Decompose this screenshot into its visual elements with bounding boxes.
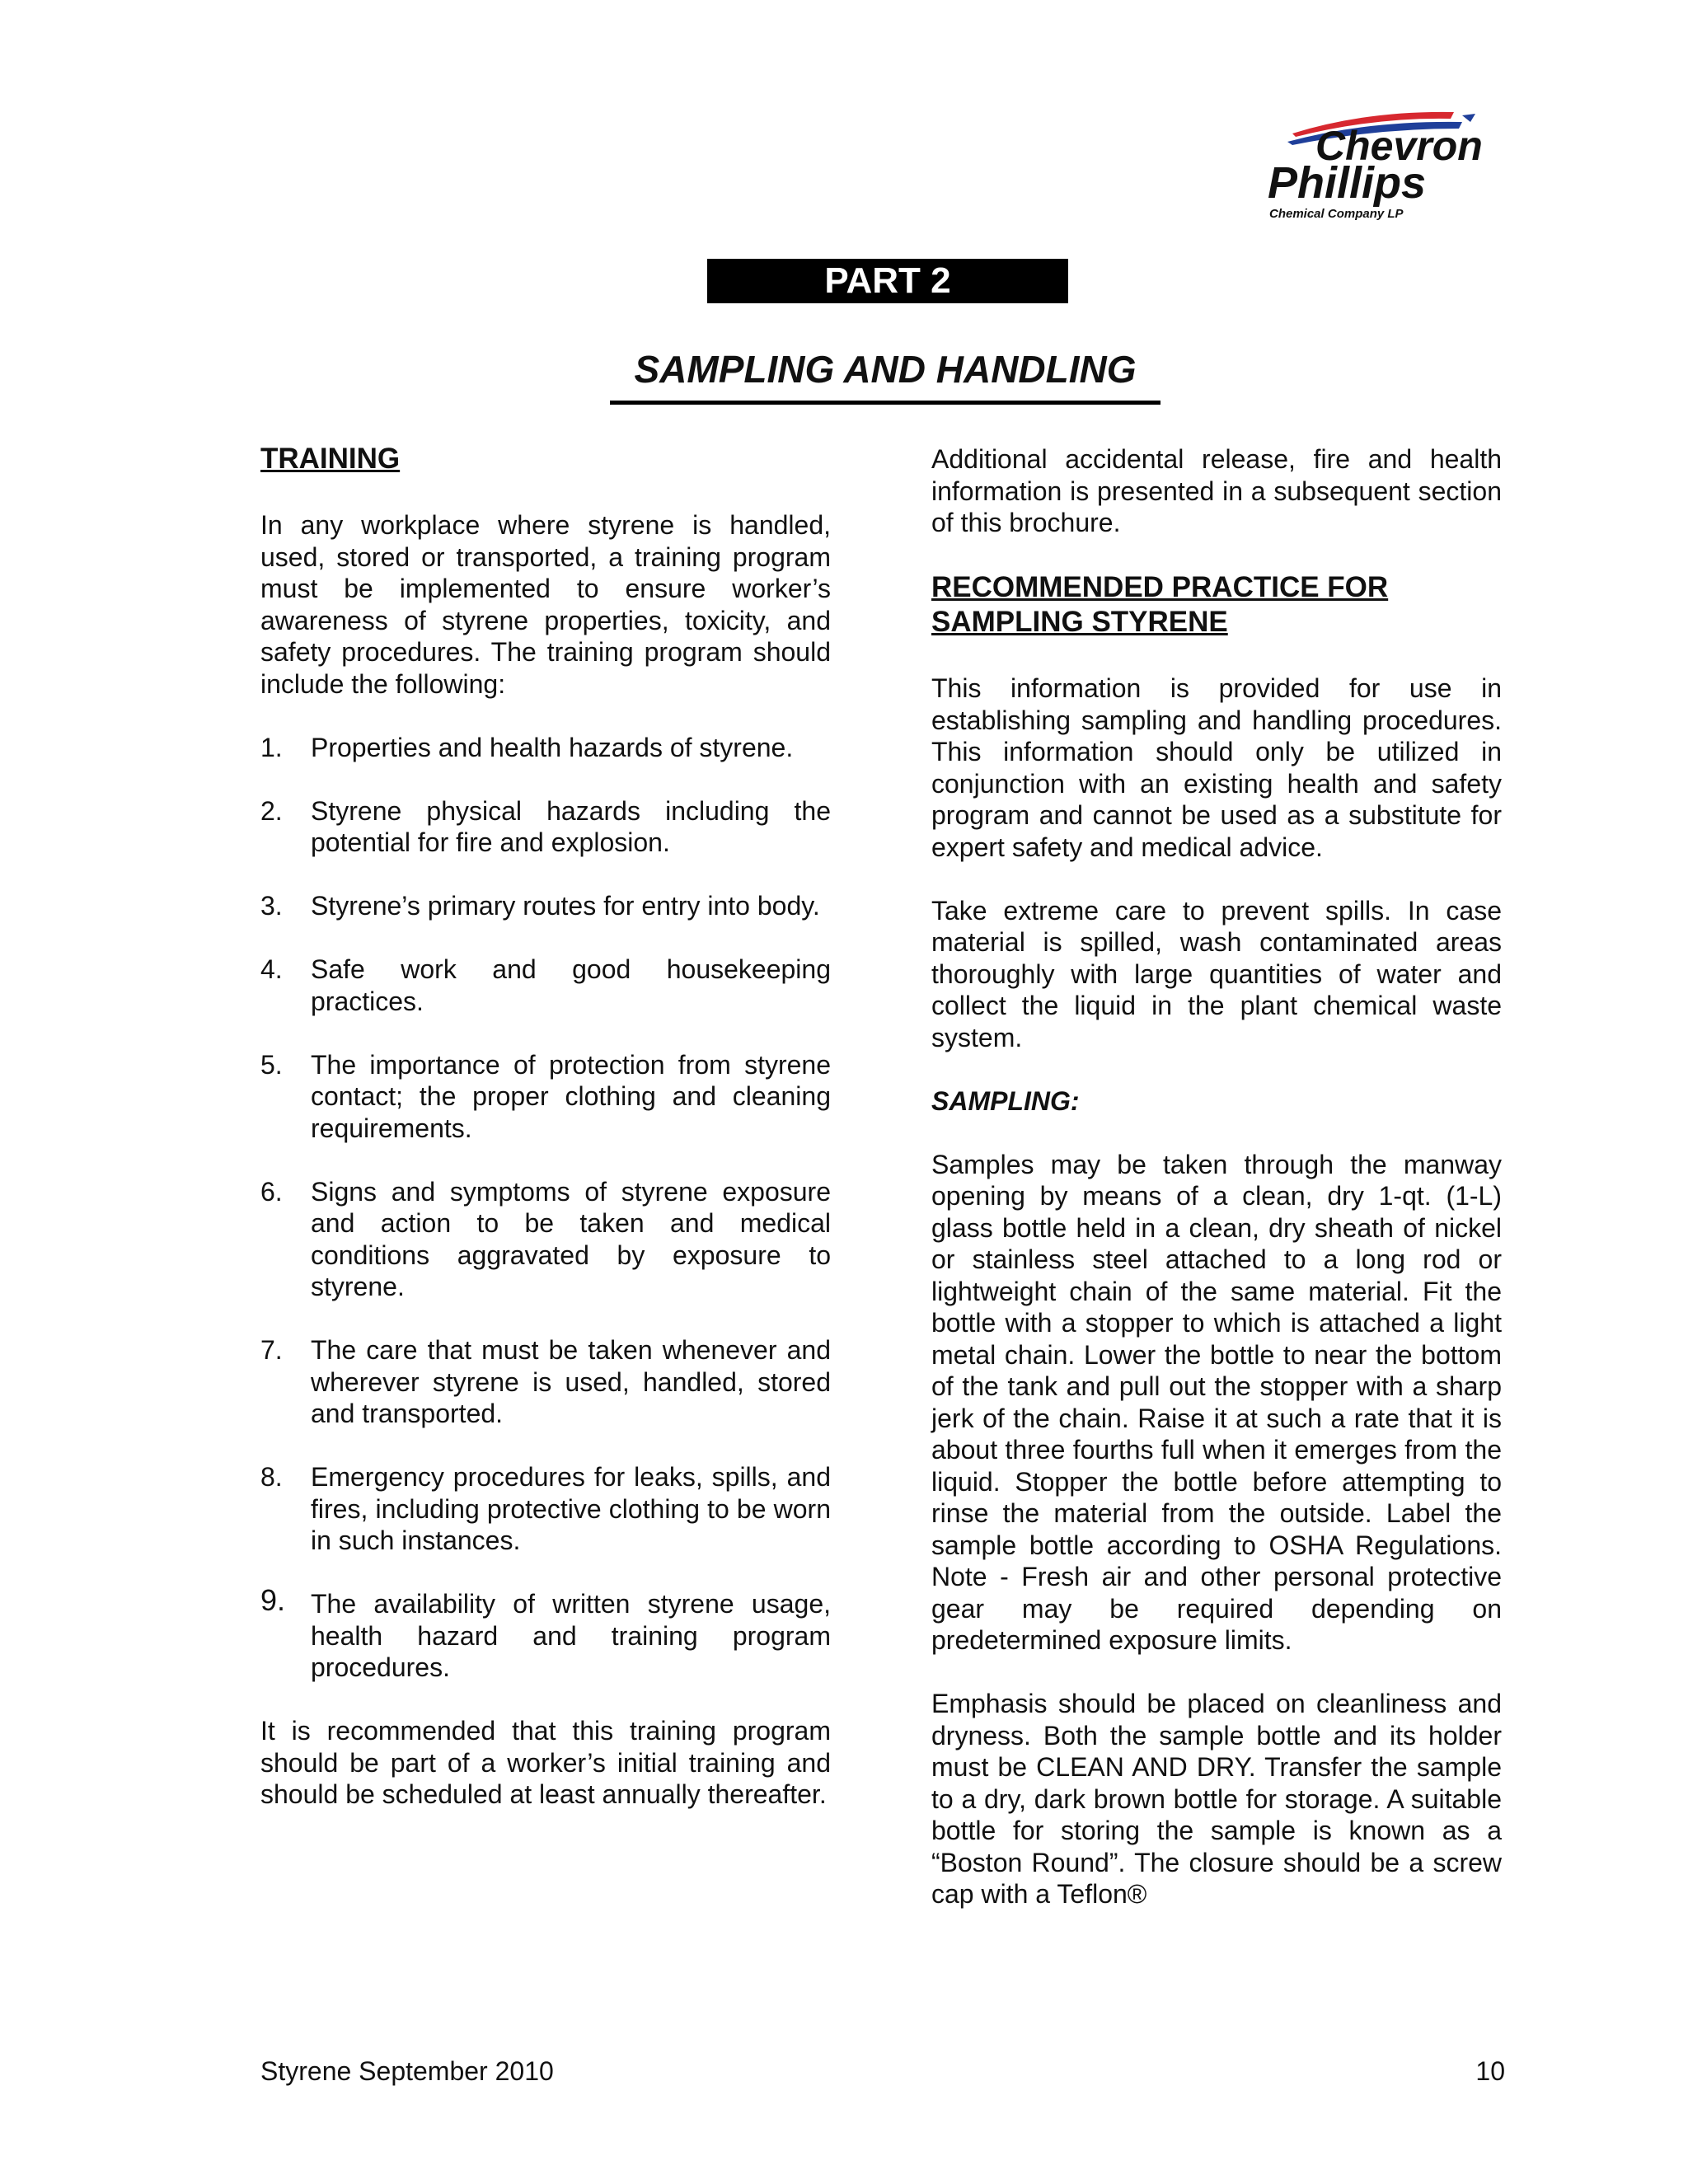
list-item-text: Styrene physical hazards including the potential for fire and explosion. [311, 795, 831, 857]
list-item-number: 4. [260, 954, 283, 984]
page-number: 10 [1475, 2056, 1505, 2086]
list-item-number: 1. [260, 732, 283, 762]
list-item-text: Properties and health hazards of styrene. [311, 732, 794, 762]
spill-paragraph: Take extreme care to prevent spills. In case material is spilled, wash contaminated areas thoroughly with large quantities of water and collect the liquid in the plant chemical waste system. [931, 895, 1502, 1052]
logo-blue-swoosh-tail [1462, 114, 1475, 122]
list-item-number: 2. [260, 795, 283, 826]
list-item-text: Safe work and good housekeeping practices. [311, 954, 831, 1016]
list-item-text: Styrene’s primary routes for entry into body. [311, 891, 820, 921]
list-item-text: The availability of written styrene usage, health hazard and training program procedures. [311, 1589, 831, 1682]
list-item [260, 1583, 831, 1684]
list-item [260, 1334, 831, 1430]
recommended-practice-heading-line1: RECOMMENDED PRACTICE FOR [931, 571, 1389, 603]
list-item-text: Signs and symptoms of styrene exposure and action to be taken and medical conditions aggravated by exposure to styrene. [311, 1176, 831, 1301]
logo-line-chevron: Chevron [1315, 123, 1483, 169]
list-item [260, 795, 831, 859]
release-info-paragraph: Additional accidental release, fire and health information is presented in a subsequent section of this brochure. [931, 444, 1502, 537]
sampling-subheading: SAMPLING: [931, 1085, 1080, 1116]
list-item [260, 732, 831, 764]
list-item [260, 890, 831, 922]
chevron-phillips-logo [1268, 105, 1507, 229]
left-column [260, 442, 831, 1842]
list-item-number: 3. [260, 891, 283, 921]
part-banner: PART 2 [707, 259, 1068, 303]
right-column [931, 443, 1502, 1942]
list-item-number: 8. [260, 1462, 283, 1492]
list-item [260, 1049, 831, 1145]
list-item-number: 6. [260, 1176, 283, 1207]
list-item-number: 7. [260, 1335, 283, 1365]
footer-document-label: Styrene September 2010 [260, 2056, 554, 2086]
list-item-text: The care that must be taken whenever and wherever styrene is used, handled, stored and transported. [311, 1335, 831, 1428]
training-list [260, 732, 831, 1684]
training-intro: In any workplace where styrene is handled, used, stored or transported, a training program must be implemented to ensure worker’s awareness of styrene properties, toxicity, and safety procedures. The training program should include the following: [260, 510, 831, 699]
list-item-text: Emergency procedures for leaks, spills, and fires, including protective clothing to be worn in such instances. [311, 1462, 831, 1555]
training-heading: TRAINING [260, 443, 401, 475]
sampling-procedure-paragraph: Samples may be taken through the manway opening by means of a clean, dry 1-qt. (1-L) glass bottle held in a clean, dry sheath of nickel or stainless steel attached to a long rod or lightweight chain of the same material. Fit the bottle with a stopper to which is attached a light metal chain. Lower the bottle to near the bottom of the tank and pull out the stopper with a sharp jerk of the chain. Raise it at such a rate that it is about three fourths full when it emerges from the liquid. Stopper the bottle before attempting to rinse the material from the outside. Label the sample bottle according to OSHA Regulations. Note - Fresh air and other personal protective gear may be required depending on predetermined exposure limits. [931, 1149, 1502, 1655]
list-item [260, 1461, 831, 1557]
recommended-practice-heading-line2: SAMPLING STYRENE [931, 606, 1228, 638]
list-item [260, 1176, 831, 1303]
training-closing: It is recommended that this training program should be part of a worker’s initial training and should be scheduled at least annually thereafter. [260, 1716, 831, 1809]
list-item [260, 954, 831, 1017]
list-item-number: 5. [260, 1049, 283, 1080]
list-item-text: The importance of protection from styrene contact; the proper clothing and cleaning requirements. [311, 1049, 831, 1143]
recommended-practice-heading [931, 570, 1502, 640]
list-item-number: 9. [260, 1583, 286, 1617]
usage-info-paragraph: This information is provided for use in establishing sampling and handling procedures. This information should only be utilized in conjunction with an existing health and safety program and cannot be used as a substitute for expert safety and medical advice. [931, 673, 1502, 862]
logo-line-company: Chemical Company LP [1269, 207, 1404, 221]
logo-line-phillips: Phillips [1268, 158, 1427, 208]
page-title: SAMPLING AND HANDLING [610, 343, 1160, 405]
cleanliness-paragraph: Emphasis should be placed on cleanliness and dryness. Both the sample bottle and its holder must be CLEAN AND DRY. Transfer the sample to a dry, dark brown bottle for storage. A suitable bottle for storing the sample is known as a “Boston Round”. The closure should be a screw cap with a Teflon® [931, 1689, 1502, 1909]
